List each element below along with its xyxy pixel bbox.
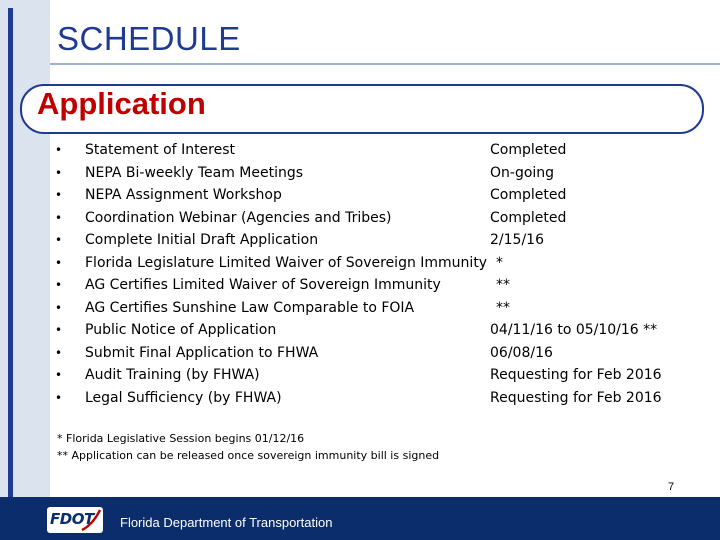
bullet: •	[55, 390, 63, 405]
list-item	[55, 139, 705, 162]
list-item	[55, 229, 705, 252]
bullet: •	[55, 323, 63, 337]
task-status: Completed	[490, 142, 567, 158]
list-item	[55, 319, 705, 342]
footer-organization: Florida Department of Transportation	[120, 515, 333, 530]
task-label: Submit Final Application to FHWA	[85, 344, 319, 361]
task-label: Legal Sufficiency (by FHWA)	[85, 389, 282, 406]
task-label: Statement of Interest	[85, 142, 236, 158]
left-accent-bar	[0, 0, 50, 497]
bullet: •	[55, 345, 63, 360]
list-item	[55, 162, 705, 185]
list-item	[55, 342, 705, 365]
list-item	[55, 274, 705, 297]
list-item	[55, 184, 705, 207]
bullet: •	[55, 300, 63, 315]
task-status: Completed	[490, 187, 567, 203]
title-divider	[50, 63, 720, 65]
list-item	[55, 297, 705, 320]
task-status: 04/11/16 to 05/10/16 **	[490, 322, 658, 338]
footnote: ** Application can be released once sovereign immunity bill is signed	[57, 449, 440, 462]
task-label: AG Certifies Limited Waiver of Sovereign Immunity	[85, 277, 441, 293]
list-item	[55, 252, 705, 275]
task-label: Coordination Webinar (Agencies and Tribes)	[85, 209, 392, 226]
slide-title: SCHEDULE	[57, 20, 241, 57]
fdot-logo-text: FDOT	[50, 510, 94, 528]
list-item	[55, 207, 705, 230]
task-status: Requesting for Feb 2016	[490, 389, 662, 406]
task-status: Completed	[490, 209, 567, 226]
task-status: On-going	[490, 164, 555, 181]
bullet: •	[55, 233, 63, 247]
list-item	[55, 364, 705, 387]
bullet: •	[55, 210, 63, 225]
page-number: 7	[668, 481, 675, 493]
bullet: •	[55, 165, 63, 180]
task-label: Audit Training (by FHWA)	[85, 367, 260, 383]
bullet: •	[55, 255, 63, 270]
task-status: 2/15/16	[490, 232, 544, 248]
task-label: AG Certifies Sunshine Law Comparable to FOIA	[85, 299, 415, 316]
task-status: *	[496, 254, 503, 271]
list-item	[55, 387, 705, 410]
bullet: •	[55, 278, 63, 292]
task-status: 06/08/16	[490, 344, 553, 361]
task-label: Public Notice of Application	[85, 322, 277, 338]
task-status: **	[496, 277, 510, 293]
footer-band	[0, 497, 720, 540]
bullet: •	[55, 143, 63, 157]
task-label: NEPA Bi-weekly Team Meetings	[85, 164, 304, 181]
task-status: **	[496, 299, 510, 316]
task-label: Florida Legislature Limited Waiver of Sovereign Immunity	[85, 254, 488, 271]
bullet: •	[55, 368, 63, 382]
footnotes	[57, 430, 439, 464]
footnote: * Florida Legislative Session begins 01/12/16	[57, 432, 305, 445]
task-status: Requesting for Feb 2016	[490, 367, 662, 383]
task-label: Complete Initial Draft Application	[85, 232, 319, 248]
section-title: Application	[37, 86, 206, 121]
fdot-logo-swoosh-icon	[78, 508, 104, 532]
left-accent-stripe	[8, 8, 13, 497]
task-label: NEPA Assignment Workshop	[85, 187, 282, 203]
bullet: •	[55, 188, 63, 202]
schedule-list	[55, 139, 705, 409]
